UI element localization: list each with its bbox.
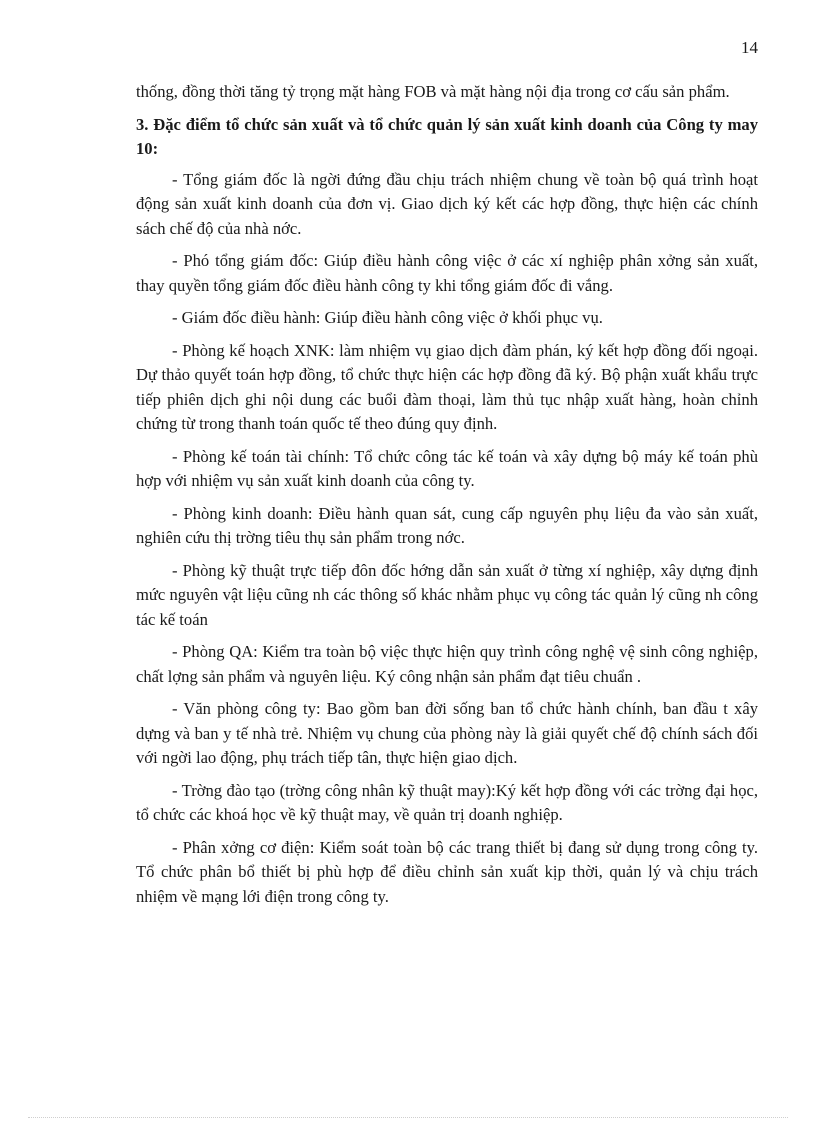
paragraph-accounting-department: - Phòng kế toán tài chính: Tổ chức công tác kế toán và xây dựng bộ máy kế toán phù hợp với nhiệm vụ sản xuất kinh doanh của công ty. [136, 446, 758, 490]
document-body [136, 80, 758, 917]
paragraph-executive-director: - Giám đốc điều hành: Giúp điều hành công việc ở khối phục vụ. [172, 308, 603, 327]
page-bottom-divider [28, 1117, 788, 1118]
paragraph-qa-department: - Phòng QA: Kiểm tra toàn bộ việc thực hiện quy trình công nghệ vệ sinh công nghiệp, chất lợng sản phẩm và nguyên liệu. Ký công nhận sản phẩm đạt tiêu chuẩn . [136, 642, 758, 686]
paragraph-general-director: - Tổng giám đốc là ngời đứng đầu chịu trách nhiệm chung về toàn bộ quá trình hoạt động sản xuất kinh doanh của đơn vị. Giao dịch ký kết các hợp đồng, thực hiện các chính sách chế độ của nhà nớc. [136, 169, 758, 238]
paragraph-training-school: - Trờng đào tạo (trờng công nhân kỹ thuật may):Ký kết hợp đồng với các trờng đại học, tổ chức các khoá học về kỹ thuật may, về quản trị doanh nghiệp. [136, 780, 758, 824]
paragraph-deputy-director: - Phó tổng giám đốc: Giúp điều hành công việc ở các xí nghiệp phân xởng sản xuất, thay quyền tổng giám đốc điều hành công ty khi tổng giám đốc đi vắng. [136, 251, 758, 295]
paragraph-planning-department: - Phòng kế hoạch XNK: làm nhiệm vụ giao dịch đàm phán, ký kết hợp đồng đối ngoại. Dự thảo quyết toán hợp đồng, tổ chức thực hiện các hợp đồng đã ký. Bộ phận xuất khẩu trực tiếp phiên dịch ghi nội dung các buổi đàm thoại, làm thủ tục nhập xuất hàng, hoàn chỉnh chứng từ trong thanh toán quốc tế theo đúng quy định. [136, 340, 758, 433]
paragraph-mechanical-workshop: - Phân xởng cơ điện: Kiểm soát toàn bộ các trang thiết bị đang sử dụng trong công ty. Tổ chức phân bổ thiết bị phù hợp để điều chỉnh sản xuất kịp thời, quản lý và chịu trách nhiệm về mạng lới điện trong công ty. [136, 837, 758, 906]
section-heading: 3. Đặc điểm tổ chức sản xuất và tổ chức quản lý sản xuất kinh doanh của Công ty may 10: [136, 114, 758, 158]
paragraph-technical-department: - Phòng kỹ thuật trực tiếp đôn đốc hớng dẫn sản xuất ở từng xí nghiệp, xây dựng định mức nguyên vật liệu cũng nh các thông số khác nhằm phục vụ công tác quản lý cũng nh công tác kế toán [136, 560, 758, 629]
page-number: 14 [741, 38, 758, 57]
intro-paragraph: thống, đồng thời tăng tỷ trọng mặt hàng FOB và mặt hàng nội địa trong cơ cấu sản phẩm. [136, 82, 730, 101]
paragraph-business-department: - Phòng kinh doanh: Điều hành quan sát, cung cấp nguyên phụ liệu đa vào sản xuất, nghiên cứu thị trờng tiêu thụ sản phẩm trong nớc. [136, 503, 758, 547]
paragraph-company-office: - Văn phòng công ty: Bao gồm ban đời sống ban tổ chức hành chính, ban đầu t xây dựng và ban y tế nhà trẻ. Nhiệm vụ chung của phòng này là giải quyết chế độ chính sách đối với ngời lao động, phụ trách tiếp tân, thực hiện giao dịch. [136, 699, 758, 767]
